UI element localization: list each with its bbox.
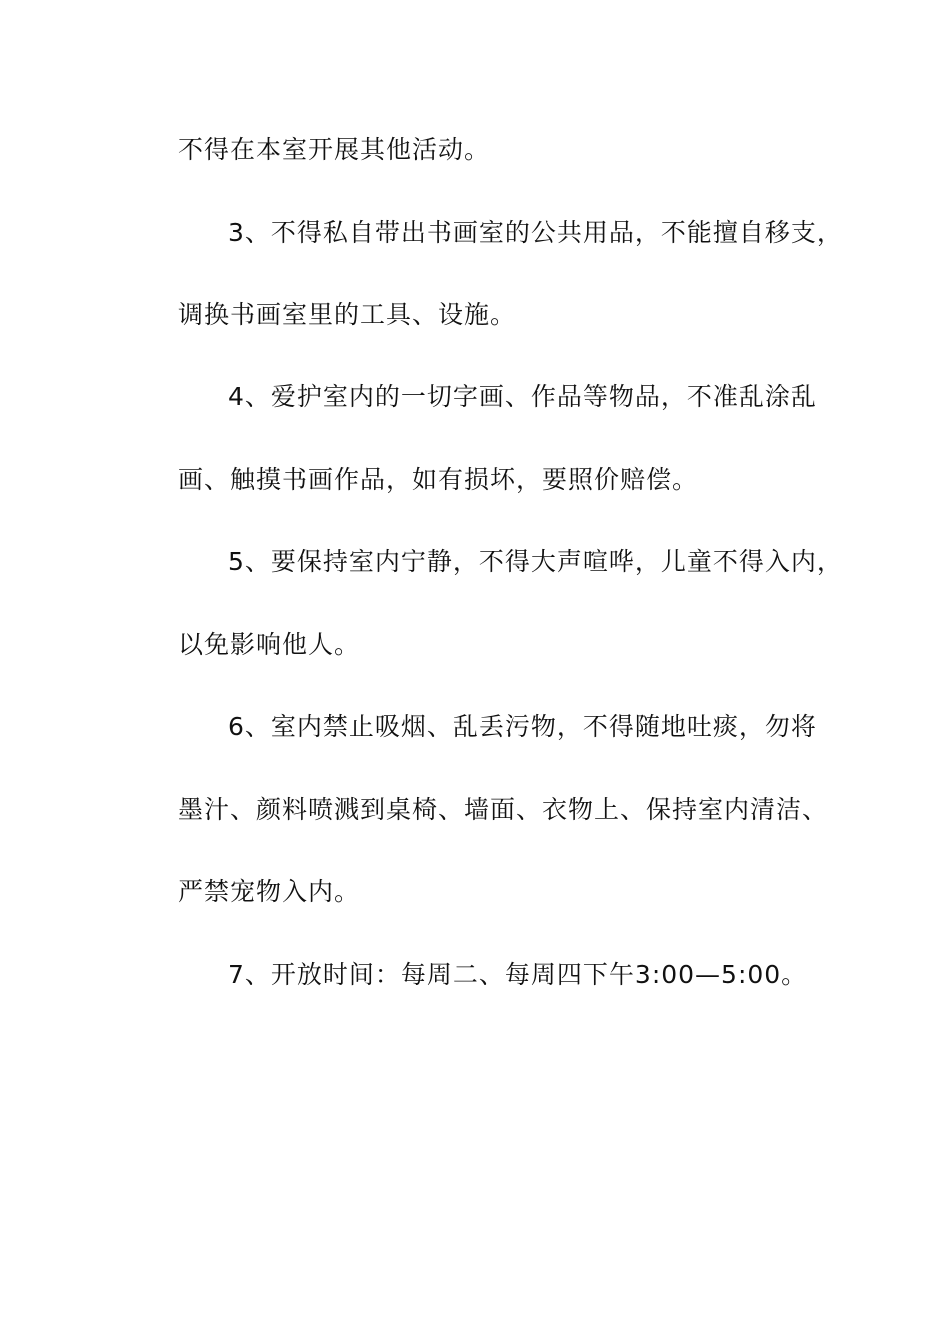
- rule-7-line-1: 7、开放时间：每周二、每周四下午3:00—5:00。: [228, 960, 808, 989]
- rule-6-line-2: 墨汁、颜料喷溅到桌椅、墙面、衣物上、保持室内清洁、: [178, 795, 829, 824]
- rule-4-line-1: 4、爱护室内的一切字画、作品等物品，不准乱涂乱: [228, 382, 817, 411]
- rule-3-line-2: 调换书画室里的工具、设施。: [178, 300, 517, 329]
- text-line-1: 不得在本室开展其他活动。: [178, 135, 491, 164]
- rule-5-line-2: 以免影响他人。: [178, 630, 361, 659]
- rule-6-line-1: 6、室内禁止吸烟、乱丢污物，不得随地吐痰，勿将: [228, 712, 817, 741]
- rule-4-line-2: 画、触摸书画作品，如有损坏，要照价赔偿。: [178, 465, 699, 494]
- rule-6-line-3: 严禁宠物入内。: [178, 877, 361, 906]
- rule-3-line-1: 3、不得私自带出书画室的公共用品，不能擅自移支，: [228, 218, 843, 247]
- rule-5-line-1: 5、要保持室内宁静，不得大声喧哗，儿童不得入内，: [228, 547, 843, 576]
